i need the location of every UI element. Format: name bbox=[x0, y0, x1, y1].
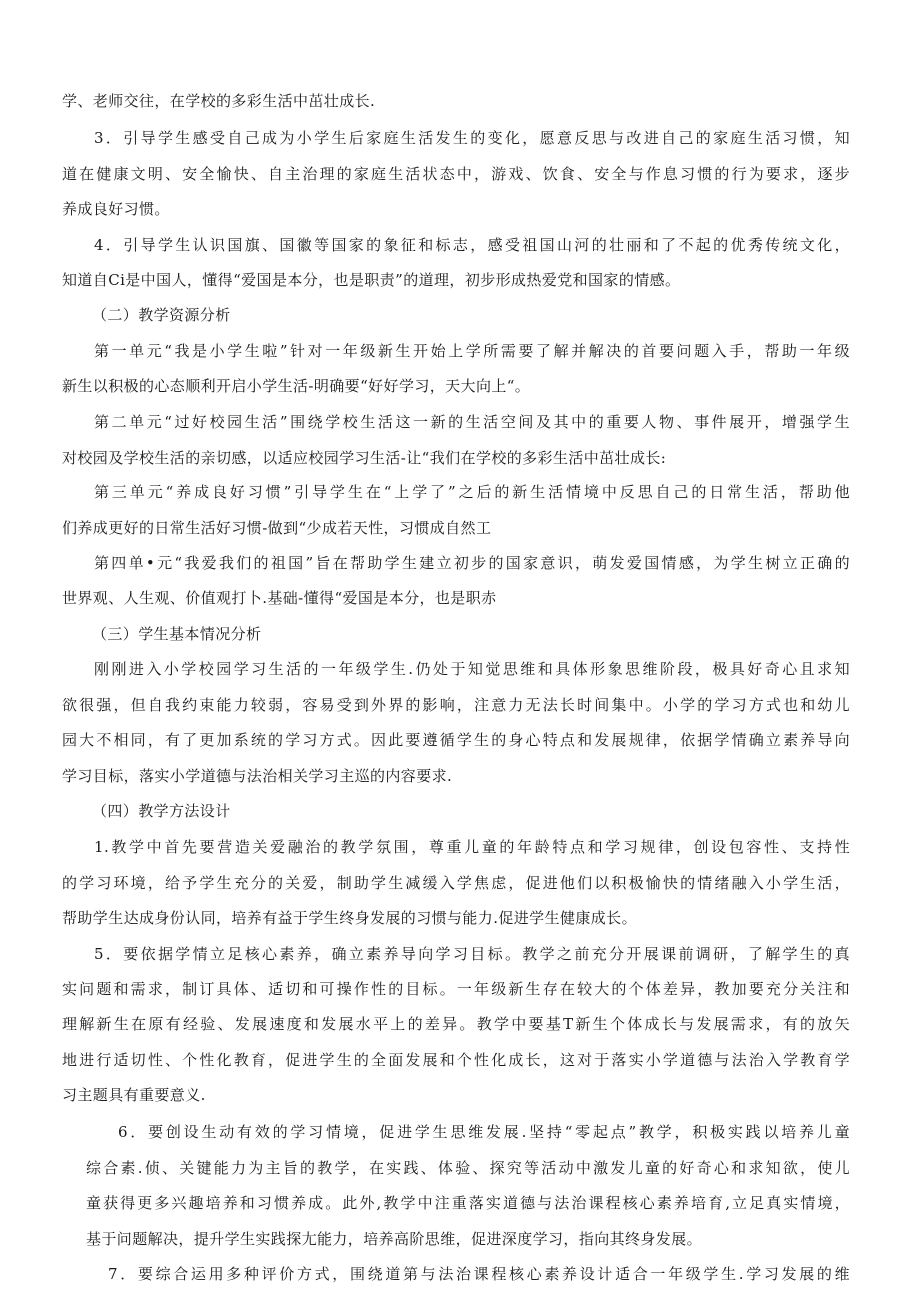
text-line-11: 对校园及学校生活的亲切感，以适应校园学习生活-让“我们在学校的多彩生活中茁壮成长: bbox=[62, 449, 667, 467]
text-line-26: 实问题和需求，制订具体、适切和可操作性的目标。一年级新生存在较大的个体差异，教加要充分关注和 bbox=[62, 980, 850, 998]
text-line-23: 的学习环境，给予学生充分的关爱，制助学生减缓入学焦虑，促进他们以积极愉快的情绪融入小学生活， bbox=[62, 874, 850, 892]
text-line-12: 第三单元“养成良好习惯”引导学生在“上学了”之后的新生活情境中反思自己的日常生活，帮助他 bbox=[94, 483, 850, 501]
text-line-6: 知道自Ci是中国人，懂得“爱国是本分，也是职责”的道理，初步形成热爱党和国家的情感。 bbox=[62, 271, 681, 289]
text-line-32: 童获得更多兴趣培养和习惯养成。此外,教学中注重落实道德与法治课程核心素养培育,立足真实情境， bbox=[86, 1194, 850, 1212]
text-line-30: 6．要创设生动有效的学习情境，促进学生思维发展.坚持“零起点”教学，积极实践以培养儿童 bbox=[118, 1123, 850, 1141]
text-line-4: 养成良好习惯。 bbox=[62, 200, 170, 218]
text-line-34: 7．要综合运用多种评价方式，围绕道第与法治课程核心素养设计适合一年级学生.学习发展的维 bbox=[108, 1265, 850, 1283]
text-line-13: 们养成更好的日常生活好习惯-做到“少成若天性，习惯成自然工 bbox=[62, 519, 492, 537]
section-heading-3: （三）学生基本情况分析 bbox=[92, 625, 262, 643]
text-line-33: 基于问题解决，提升学生实践探尢能力，培养高阶思维，促进深度学习，指向其终身发展。 bbox=[86, 1230, 703, 1248]
text-line-25: 5．要依据学情立足核心素养，确立素养导向学习目标。教学之前充分开展课前调研，了解学生的真 bbox=[94, 945, 850, 963]
text-line-31: 综合素.侦、关键能力为主旨的教学，在实践、体验、探究等活动中激发儿童的好奇心和求知欲，使儿 bbox=[86, 1159, 850, 1177]
text-line-15: 世界观、人生观、价值观打卜.基础-懂得“爱国是本分，也是职赤 bbox=[62, 589, 497, 607]
text-line-14: 第四单•元“我爱我们的祖国”旨在帮助学生建立初步的国家意识，萌发爱国情感，为学生树立正确的 bbox=[94, 554, 850, 572]
text-line-29: 习主题具有重要意义. bbox=[62, 1086, 206, 1104]
text-line-8: 第一单元“我是小学生啦”针对一年级新生开始上学所需要了解并解决的首要问题入手，帮助一年级 bbox=[94, 342, 850, 360]
text-line-22: 1.教学中首先要营造关爱融治的教学氛围，尊重儿童的年龄特点和学习规律，创设包容性、支持性 bbox=[94, 838, 850, 856]
text-line-18: 欲很强，但自我约束能力较弱，容易受到外界的影响，注意力无法长时间集中。小学的学习方式也和幼儿 bbox=[62, 696, 850, 714]
text-line-5: 4．引导学生认识国旗、国徽等国家的象征和标志，感受祖国山河的壮丽和了不起的优秀传统文化， bbox=[94, 236, 850, 254]
text-line-9: 新生以积极的心态顺利开启小学生活-明确要“好好学习，天大向上“。 bbox=[62, 377, 531, 395]
text-line-28: 地进行适切性、个性化教育，促进学生的全面发展和个性化成长，这对于落实小学道德与法治入学教育学 bbox=[62, 1051, 850, 1069]
text-line-1: 学、老师交往，在学校的多彩生活中茁壮成长. bbox=[62, 92, 376, 110]
text-line-3: 道在健康文明、安全愉快、自主治理的家庭生活状态中，游戏、饮食、安全与作息习惯的行为要求，逐步 bbox=[62, 165, 850, 183]
text-line-19: 园大不相同，有了更加系统的学习方式。因此要遵循学生的身心特点和发展规律，依据学情确立素养导向 bbox=[62, 731, 850, 749]
text-line-17: 刚刚进入小学校园学习生活的一年级学生.仍处于知觉思维和具体形象思维阶段，极具好奇心且求知 bbox=[94, 660, 850, 678]
section-heading-2: （二）教学资源分析 bbox=[92, 306, 231, 324]
text-line-20: 学习目标，落实小学道德与法治相关学习主巡的内容要求. bbox=[62, 767, 453, 785]
text-line-27: 理解新生在原有经验、发展速度和发展水平上的差异。教学中要基T新生个体成长与发展需求，有的放矢 bbox=[62, 1015, 850, 1033]
text-line-2: 3．引导学生感受自己成为小学生后家庭生活发生的变化，愿意反思与改进自己的家庭生活习惯，知 bbox=[94, 129, 850, 147]
text-line-24: 帮助学生达成身份认同，培养有益于学生终身发展的习惯与能力.促进学生健康成长。 bbox=[62, 909, 637, 927]
text-line-10: 第二单元“过好校园生活”围绕学校生活这一新的生活空间及其中的重要人物、事件展开，增强学生 bbox=[94, 413, 850, 431]
section-heading-4: （四）教学方法设计 bbox=[92, 802, 231, 820]
